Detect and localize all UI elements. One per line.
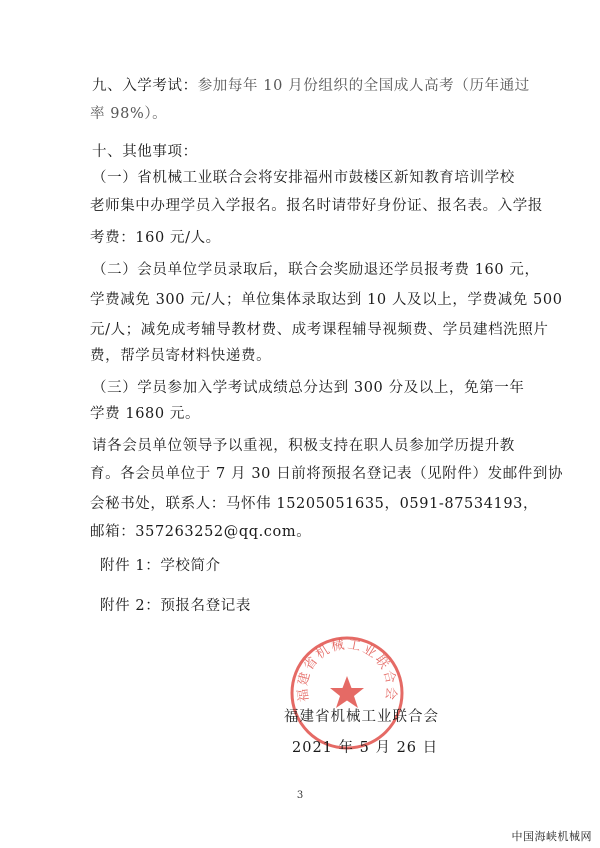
official-seal-icon xyxy=(288,634,406,752)
item-two-line-3: 元/人；减免成考辅导教材费、成考课程辅导视频费、学员建档洗照片 xyxy=(90,322,549,338)
notice-line-2: 育。各会员单位于 7 月 30 日前将预报名登记表（见附件）发邮件到协 xyxy=(90,466,564,482)
attachment-2: 附件 2：预报名登记表 xyxy=(100,598,251,614)
notice-line-4: 邮箱：357263252@qq.com。 xyxy=(90,524,312,540)
signature-organization: 福建省机械工业联合会 xyxy=(284,709,439,725)
section-nine-text: 参加每年 10 月份组织的全国成人高考（历年通过 xyxy=(197,78,530,94)
notice-line-3: 会秘书处，联系人：马怀伟 15205051635，0591-87534193， xyxy=(90,496,539,512)
seal-text: 福建省机械工业联合会 xyxy=(295,637,399,703)
attachment-1: 附件 1：学校简介 xyxy=(100,558,221,574)
item-one-line-1: （一）省机械工业联合会将安排福州市鼓楼区新知教育培训学校 xyxy=(92,170,515,186)
site-watermark: 中国海峡机械网 xyxy=(511,830,592,843)
page-number: 3 xyxy=(296,790,304,801)
item-three-line-2: 学费 1680 元。 xyxy=(90,406,201,422)
item-two-line-2: 学费减免 300 元/人；单位集体录取达到 10 人及以上，学费减免 500 xyxy=(90,292,563,308)
section-nine-heading: 九、入学考试： xyxy=(92,78,198,94)
item-two-line-4: 费，帮学员寄材料快递费。 xyxy=(90,348,272,364)
notice-line-1: 请各会员单位领导予以重视，积极支持在职人员参加学历提升教 xyxy=(92,438,515,454)
section-nine-line-2: 率 98%）。 xyxy=(90,106,168,122)
item-two-line-1: （二）会员单位学员录取后，联合会奖励退还学员报考费 160 元， xyxy=(92,262,540,278)
item-three-line-1: （三）学员参加入学考试成绩总分达到 300 分及以上，免第一年 xyxy=(92,380,525,396)
section-nine-line-1 xyxy=(92,76,530,96)
item-one-line-3: 考费：160 元/人。 xyxy=(90,230,221,246)
signature-date: 2021 年 5 月 26 日 xyxy=(292,740,439,756)
section-ten-heading: 十、其他事项： xyxy=(92,144,198,160)
item-one-line-2: 老师集中办理学员入学报名。报名时请带好身份证、报名表。入学报 xyxy=(90,198,543,214)
